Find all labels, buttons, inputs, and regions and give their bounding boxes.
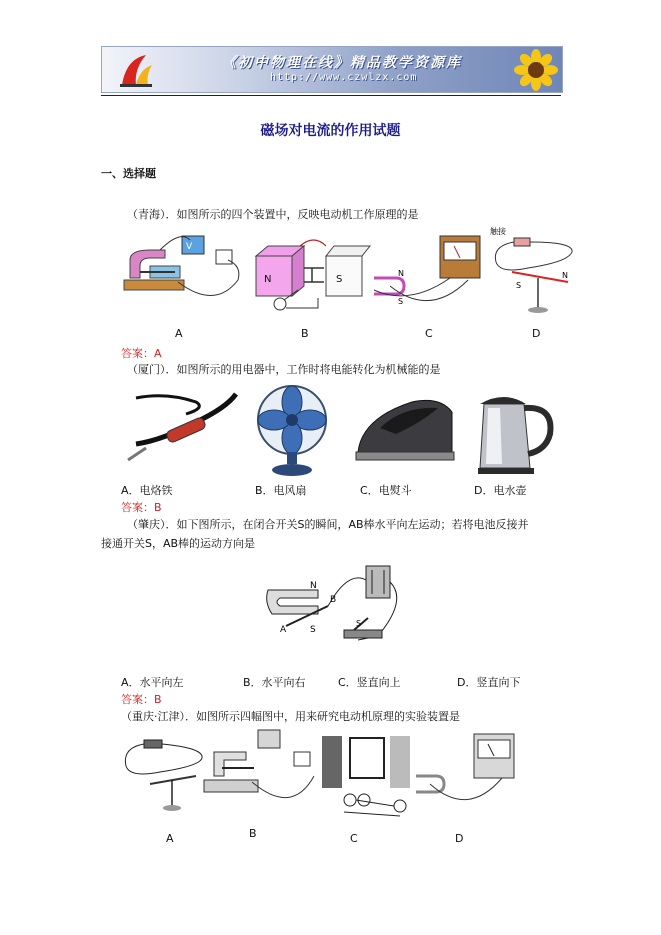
q2-answer: 答案：B (121, 501, 162, 514)
q1b-s-label: S (336, 274, 343, 285)
q1-figure-b (252, 238, 372, 316)
q1b-n-label: N (264, 274, 272, 285)
soldering-iron-image (126, 388, 244, 468)
q1c-s-label: S (398, 297, 404, 306)
q3-a-label: A (280, 625, 287, 635)
q3-option-a[interactable]: A．水平向左 (121, 676, 184, 689)
q1d-s-label: S (516, 281, 522, 290)
q1-option-c[interactable]: C (425, 327, 433, 340)
q4-figure-b (202, 728, 320, 816)
header-banner (101, 46, 563, 93)
q1-option-d[interactable]: D (532, 327, 541, 340)
section-heading: 一、选择题 (101, 167, 156, 180)
q4-option-b[interactable]: B (249, 827, 257, 840)
q3-n-label: N (310, 581, 317, 591)
q1-figure-c (370, 234, 490, 318)
question-3-stem-line2: 接通开关S，AB棒的运动方向是 (101, 537, 256, 550)
q4-figure-a (120, 736, 208, 816)
q2-option-a[interactable]: A．电烙铁 (121, 484, 173, 497)
q1d-switch-label: 触接 (490, 227, 506, 236)
electric-iron-image (352, 388, 460, 472)
q4-option-a[interactable]: A (166, 832, 174, 845)
document-title: 磁场对电流的作用试题 (260, 123, 401, 139)
q2-option-c[interactable]: C．电熨斗 (360, 484, 412, 497)
banner-title: 《初中物理在线》精品教学资源库 (222, 55, 462, 71)
sunflower-icon (512, 49, 560, 91)
q3-b-label: B (330, 595, 337, 605)
q1d-n-label: N (562, 271, 568, 280)
svg-text:V: V (186, 242, 193, 252)
q1c-n-label: N (398, 269, 404, 278)
q4-option-c[interactable]: C (350, 832, 358, 845)
question-4-stem: （重庆·江津）．如图所示四幅图中，用来研究电动机原理的实验装置是 (121, 710, 460, 723)
header-rule (101, 95, 561, 96)
question-2-stem: （厦门）．如图所示的用电器中，工作时将电能转化为机械能的是 (127, 363, 441, 376)
q1-answer: 答案：A (121, 347, 162, 360)
logo-icon (116, 51, 156, 89)
banner-url[interactable]: http://www.czwlzx.com (270, 72, 418, 83)
q2-option-b[interactable]: B．电风扇 (255, 484, 307, 497)
q3-answer: 答案：B (121, 693, 162, 706)
electric-kettle-image (474, 384, 558, 478)
question-3-stem-line1: （肇庆）．如下图所示，在闭合开关S的瞬间，AB棒水平向左运动；若将电池反接并 (127, 518, 529, 531)
q3-option-c[interactable]: C．竖直向上 (338, 676, 401, 689)
q1-figure-a (120, 230, 245, 310)
q2-option-d[interactable]: D．电水壶 (474, 484, 527, 497)
q1-option-a[interactable]: A (175, 327, 183, 340)
q3-s-label: S (310, 625, 316, 635)
q1-option-b[interactable]: B (301, 327, 309, 340)
q3-option-d[interactable]: D．竖直向下 (457, 676, 521, 689)
q1-figure-d (488, 226, 578, 316)
q4-figure-c (320, 730, 412, 820)
q4-option-d[interactable]: D (455, 832, 464, 845)
q3-switch-label: S (356, 619, 362, 628)
question-1-stem: （青海）．如图所示的四个装置中，反映电动机工作原理的是 (127, 208, 419, 221)
q3-figure (258, 560, 408, 650)
electric-fan-image (252, 382, 332, 478)
q3-option-b[interactable]: B．水平向右 (243, 676, 306, 689)
q4-figure-d (412, 732, 518, 820)
